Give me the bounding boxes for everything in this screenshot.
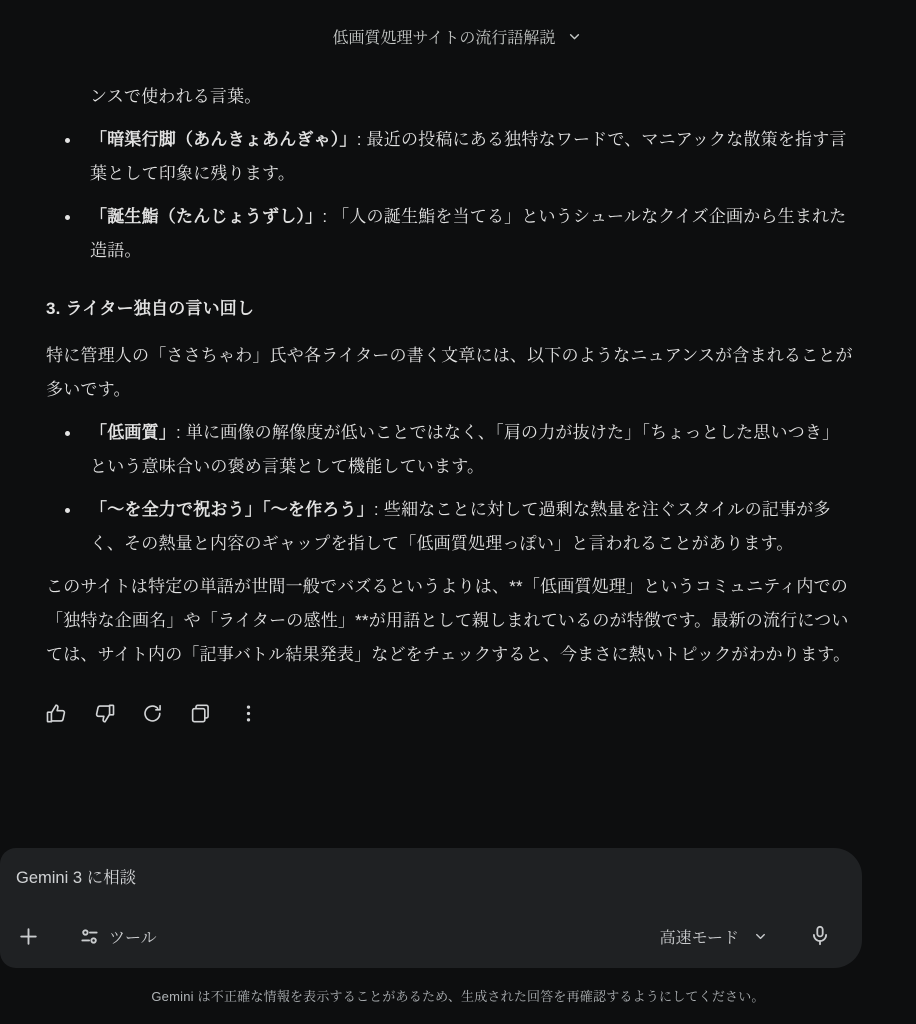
disclaimer-text: Gemini は不正確な情報を表示することがあるため、生成された回答を再確認するようにしてください。 [151, 989, 765, 1004]
glossary-term: 「〜を全力で祝おう」「〜を作ろう」 [90, 500, 374, 519]
glossary-description: : 些細なことに対して過剰な熱量を注ぐスタイルの記事が多く、その熱量と内容のギャップを指して「低画質処理っぽい」と言われることがあります。 [90, 500, 831, 553]
thumbs-up-icon [45, 702, 68, 725]
tools-label: ツール [109, 929, 157, 947]
thumbs-up-button[interactable] [39, 696, 73, 730]
chevron-down-icon [753, 929, 768, 944]
mode-selector[interactable] [654, 919, 774, 954]
list-item [46, 200, 853, 268]
copy-icon [189, 702, 212, 725]
conversation-title-dropdown[interactable] [327, 21, 590, 52]
prompt-input[interactable] [16, 861, 842, 895]
glossary-list-bottom [46, 416, 853, 561]
mic-button[interactable] [802, 918, 838, 954]
page-title: 低画質処理サイトの流行語解説 [332, 29, 556, 47]
list-item [46, 416, 853, 484]
wrapped-line: ンスで使われる言葉。 [90, 87, 262, 106]
thumbs-down-icon [93, 702, 116, 725]
glossary-term: 「低画質」 [90, 423, 176, 442]
glossary-description: : 単に画像の解像度が低いことではなく、「肩の力が抜けた」「ちょっとした思いつき」という意味合いの褒め言葉として機能しています。 [90, 423, 840, 476]
copy-button[interactable] [183, 696, 217, 730]
glossary-term: 「暗渠行脚（あんきょあんぎゃ）」 [90, 130, 357, 149]
section-heading: 3. ライター独自の言い回し [46, 299, 255, 318]
mode-label: 高速モード [659, 929, 739, 947]
microphone-icon [808, 924, 832, 948]
paragraph: このサイトは特定の単語が世間一般でバズるというよりは、**「低画質処理」というコミュニティ内での「独特な企画名」や「ライターの感性」**が用語として親しまれているのが特徴です。最新の流行については、サイト内の「記事バトル結果発表」などをチェックすると、今まさに熱いトピックがわかります。 [46, 577, 851, 664]
refresh-icon [141, 702, 164, 725]
title-bar [0, 0, 916, 72]
composer-toolbar [10, 916, 844, 956]
more-options-button[interactable] [231, 696, 265, 730]
tune-icon [79, 926, 100, 947]
glossary-description: : 「人の誕生鮨を当てる」というシュールなクイズ企画から生まれた造語。 [90, 207, 847, 260]
list-item [46, 123, 853, 191]
regenerate-button[interactable] [135, 696, 169, 730]
glossary-list-top [46, 123, 853, 268]
chevron-down-icon [566, 28, 583, 45]
glossary-description: : 最近の投稿にある独特なワードで、マニアックな散策を指す言葉として印象に残ります。 [90, 130, 847, 183]
list-item [46, 493, 853, 561]
plus-icon [16, 924, 41, 949]
more-vertical-icon [237, 702, 260, 725]
paragraph: 特に管理人の「ささちゃわ」氏や各ライターの書く文章には、以下のようなニュアンスが含まれることが多いです。 [46, 346, 853, 399]
thumbs-down-button[interactable] [87, 696, 121, 730]
glossary-term: 「誕生鮨（たんじょうずし）」 [90, 207, 323, 226]
prompt-composer[interactable] [0, 848, 862, 968]
assistant-response [46, 80, 853, 730]
response-actions [39, 696, 853, 730]
tools-button[interactable] [73, 919, 163, 954]
footer [0, 986, 916, 1005]
add-button[interactable] [10, 918, 47, 955]
